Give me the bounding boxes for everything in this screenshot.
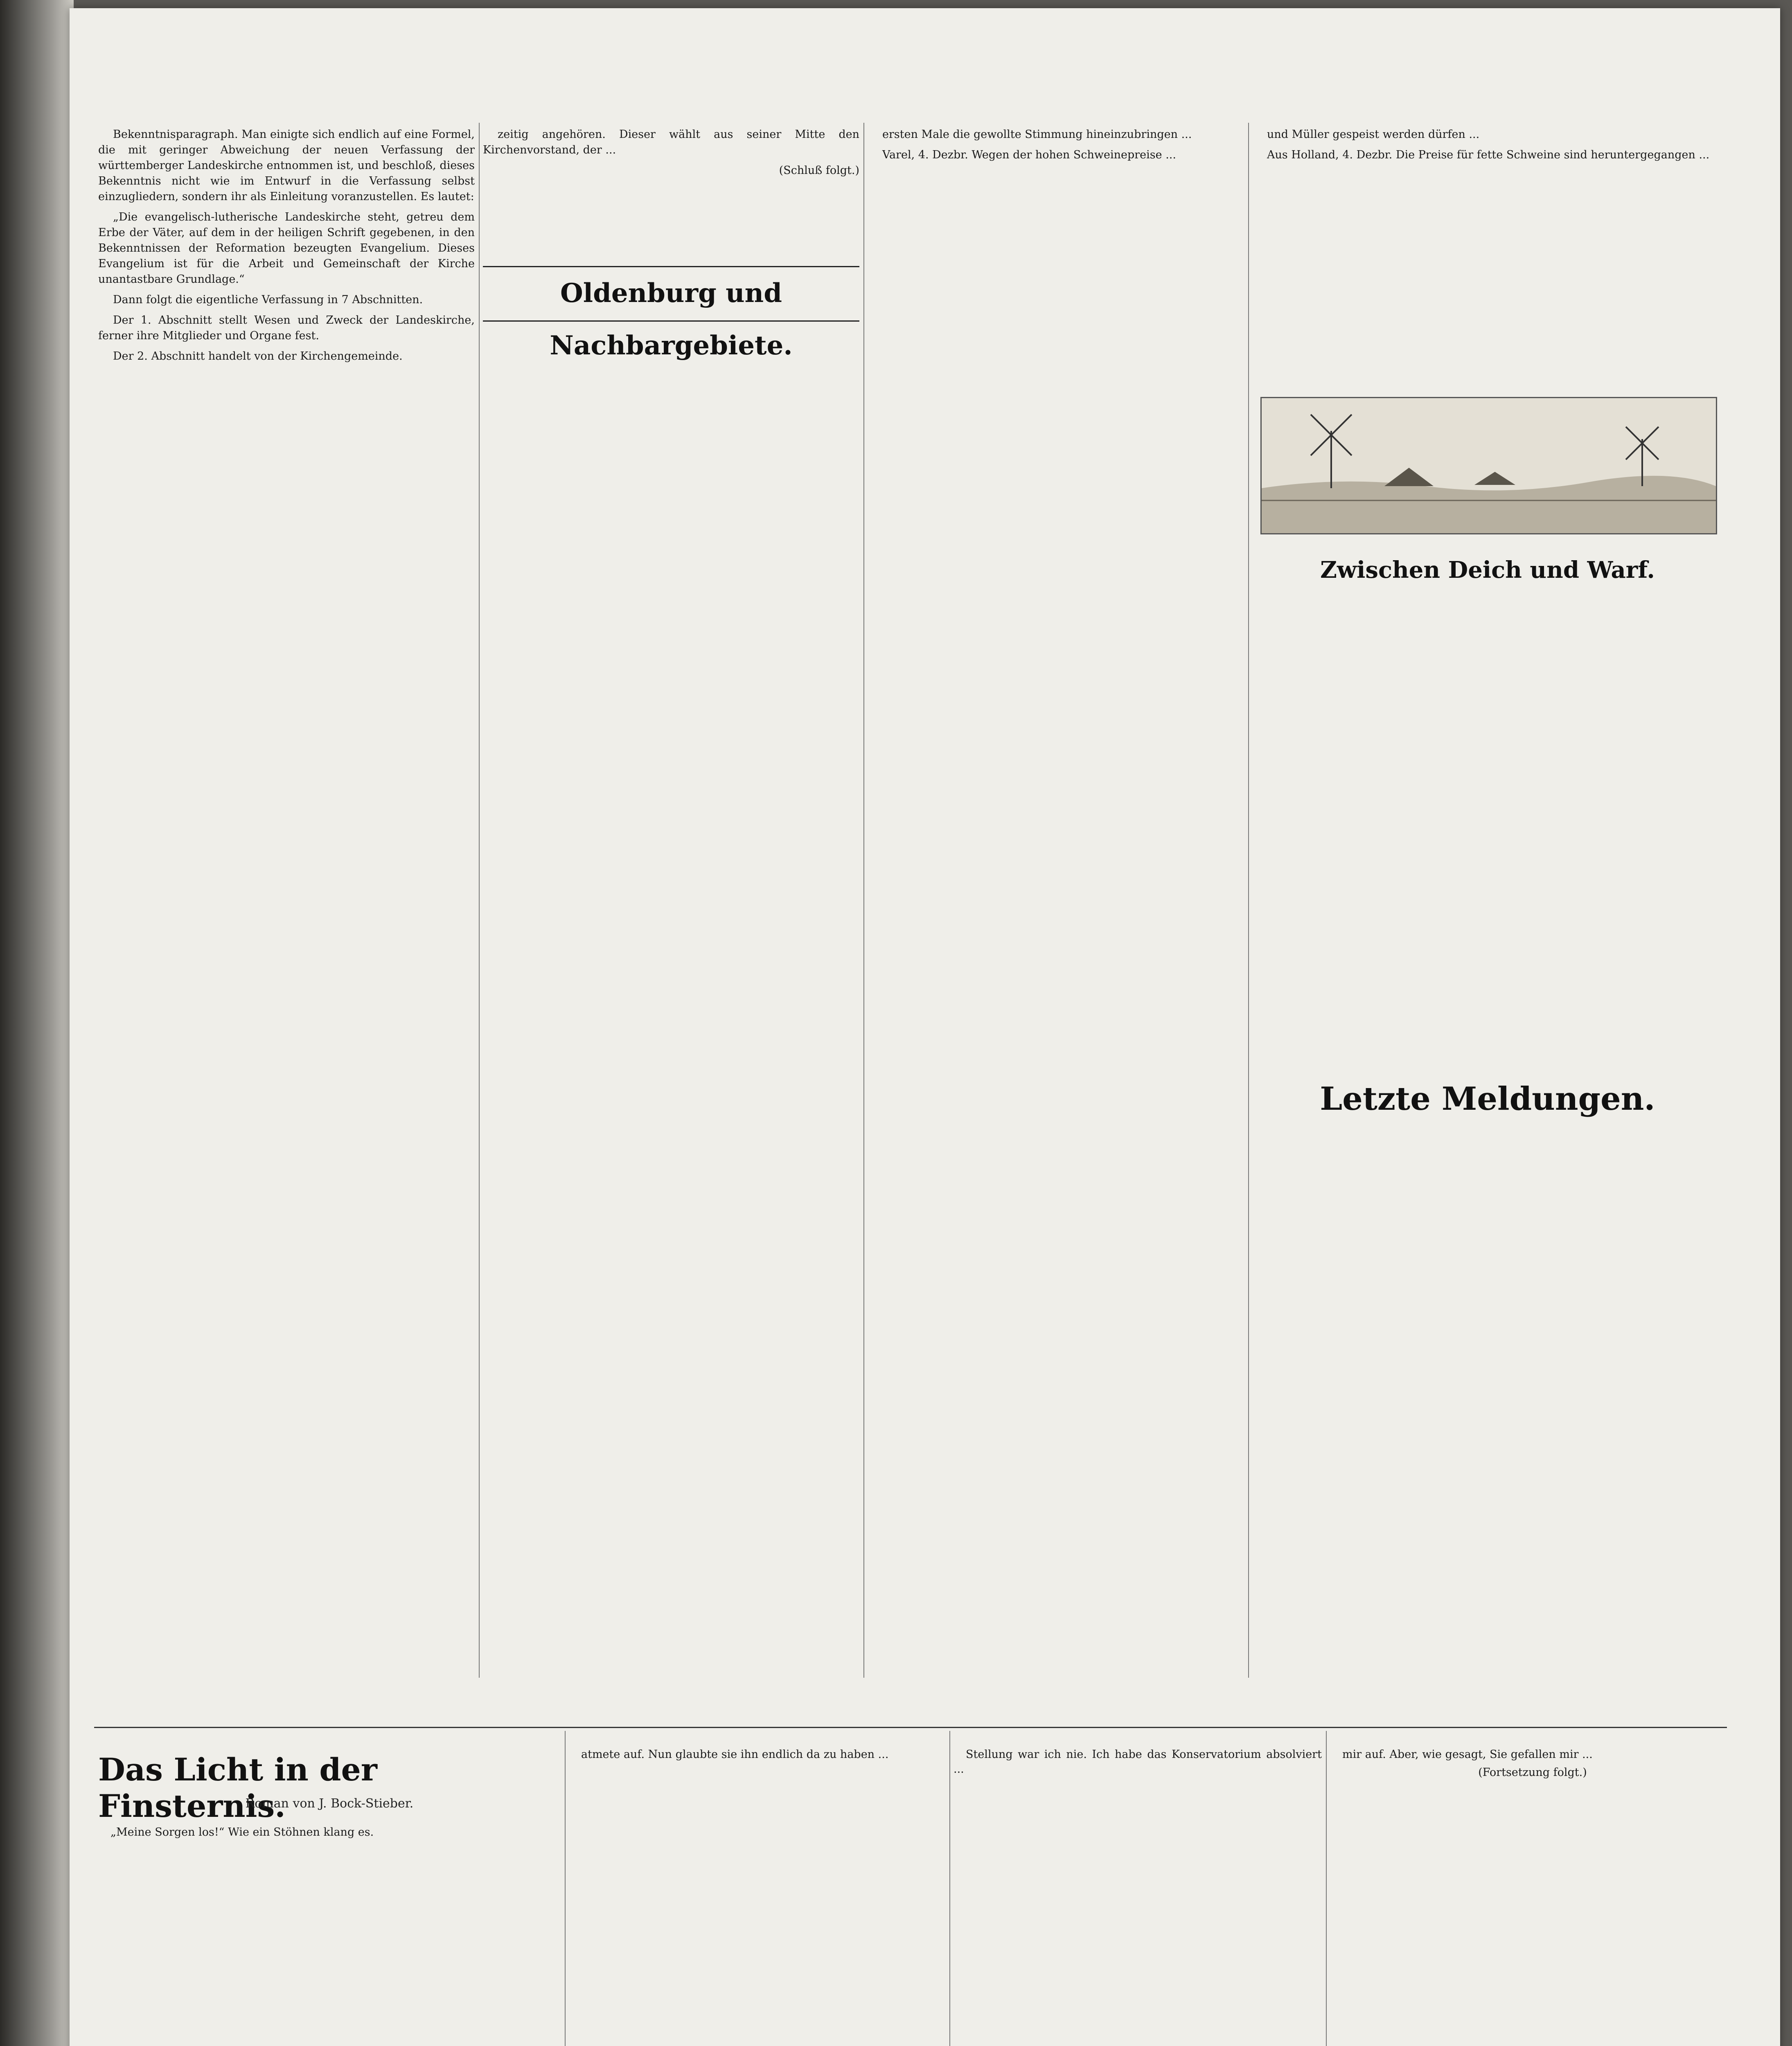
column-divider	[949, 1731, 950, 2046]
column-divider	[565, 1731, 566, 2046]
landscape-vignette-image	[1260, 397, 1717, 534]
paragraph: Bekenntnisparagraph. Man einigte sich endlich auf eine Formel, die mit geringer Abweichung der neuen Verfassung der württemberger Landeskirche entnommen ist, und beschloß, dieses Bekenntnis nicht wie im Entwurf in die Verfassung selbst einzugliedern, sondern ihr als Einleitung voranzustellen. Es lautet:	[98, 128, 475, 203]
serial-subtitle: Roman von J. Bock-Stieber.	[245, 1796, 414, 1811]
feuilleton-divider	[94, 1727, 1727, 1728]
paragraph: atmete auf. Nun glaubte sie ihn endlich da zu haben ...	[581, 1748, 889, 1761]
serial-column-4	[1330, 1747, 1723, 2046]
paragraph: mir auf. Aber, wie gesagt, Sie gefallen mir ...	[1342, 1748, 1593, 1761]
column-2	[483, 127, 859, 262]
section-heading-oldenburg: Oldenburg und Nachbargebiete.	[483, 266, 859, 322]
column-3	[868, 127, 1244, 1674]
serial-column-3	[953, 1747, 1322, 2046]
paragraph: Stellung war ich nie. Ich habe das Konservatorium absolviert ...	[953, 1748, 1322, 1776]
continued-note: (Fortsetzung folgt.)	[1478, 1766, 1587, 1779]
section-heading-deich: Zwischen Deich und Warf.	[1320, 557, 1655, 584]
book-binding	[0, 0, 74, 2046]
paragraph: Dann folgt die eigentliche Verfassung in 7 Abschnitten.	[113, 293, 423, 306]
column-1	[98, 127, 475, 1674]
serial-column-1	[98, 1825, 561, 2046]
paragraph: und Müller gespeist werden dürfen ...	[1267, 128, 1480, 141]
paragraph: ersten Male die gewollte Stimmung hineinzubringen ...	[882, 128, 1192, 141]
column-divider	[1326, 1731, 1327, 2046]
paragraph: zeitig angehören. Dieser wählt aus seiner Mitte den Kirchenvorstand, der ...	[483, 128, 859, 156]
newspaper-page	[70, 8, 1780, 2046]
column-divider	[863, 123, 864, 1678]
paragraph: Der 2. Abschnitt handelt von der Kirchengemeinde.	[113, 350, 403, 363]
paragraph: „Meine Sorgen los!“ Wie ein Stöhnen klang es.	[110, 1826, 374, 1839]
section-heading-meldungen: Letzte Meldungen.	[1320, 1080, 1655, 1118]
serial-column-2	[569, 1747, 945, 2046]
paragraph: (Schluß folgt.)	[779, 164, 859, 177]
column-4	[1252, 127, 1723, 389]
serial-title: Das Licht in der Finsternis.	[98, 1751, 377, 1824]
paragraph: Aus Holland, 4. Dezbr. Die Preise für fette Schweine sind heruntergegangen ...	[1267, 149, 1710, 161]
paragraph: „Die evangelisch-lutherische Landeskirche steht, getreu dem Erbe der Väter, auf dem in der heiligen Schrift gegebenen, in den Bekenntnissen der Reformation bezeugten Evangelium. Dieses Evangelium ist für die Arbeit und Gemeinschaft der Kirche unantastbare Grundlage.“	[98, 211, 475, 286]
column-divider	[479, 123, 480, 1678]
paragraph: Der 1. Abschnitt stellt Wesen und Zweck der Landeskirche, ferner ihre Mitglieder und Organe fest.	[98, 314, 475, 342]
column-divider	[1248, 123, 1249, 1678]
paragraph: Varel, 4. Dezbr. Wegen der hohen Schweinepreise ...	[882, 149, 1176, 161]
